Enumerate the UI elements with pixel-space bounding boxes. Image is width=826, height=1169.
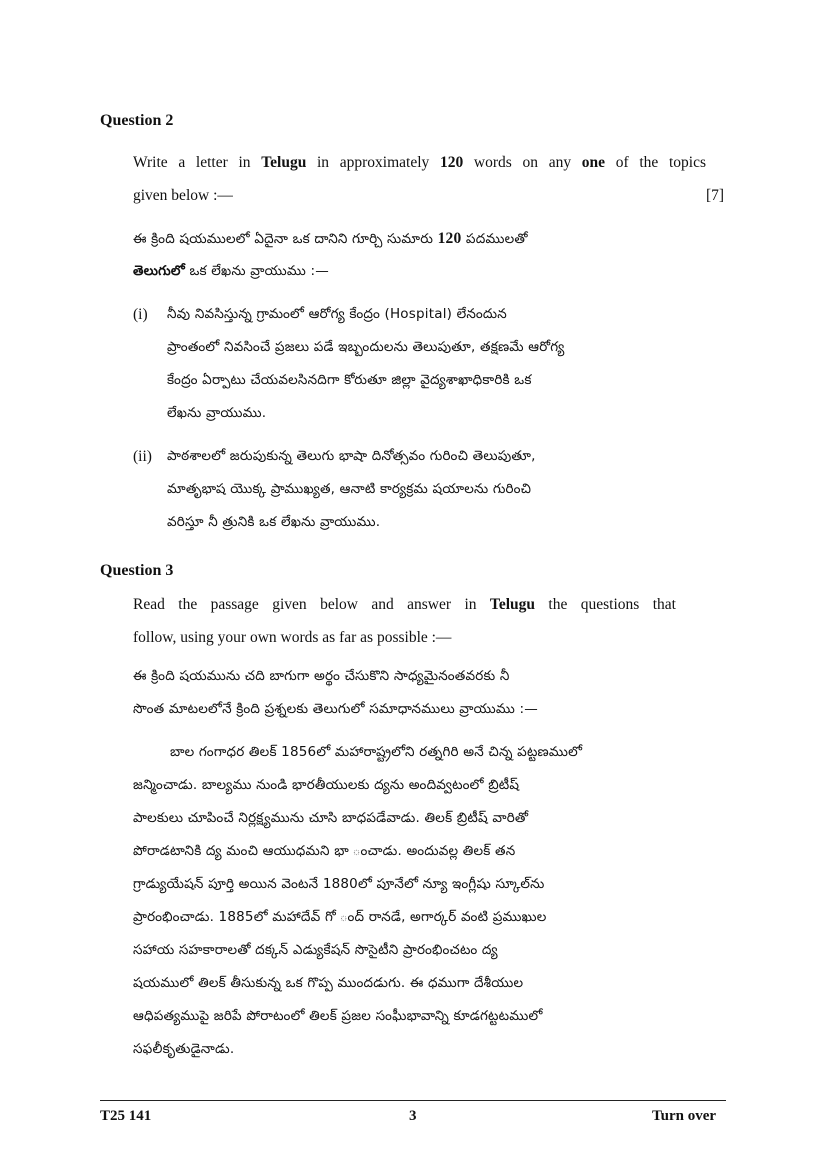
passage-line: బాల గంగాధర తిలక్ 1856లో మహారాష్ట్రలోని రత్నగిరి అనే చిన్న పట్టణములో	[170, 744, 583, 760]
page-number: 3	[409, 1108, 417, 1124]
passage-line: షయములో తిలక్ తీసుకున్న ఒక గొప్ప ముందడుగు. ఈ ధముగా దేశీయుల	[133, 975, 524, 991]
passage-line: సహాయ సహకారాలతో దక్కన్ ఎడ్యుకేషన్ సొసైటీని ప్రారంభించటం ద్య	[133, 942, 498, 958]
passage-line: గ్రాడ్యుయేషన్ పూర్తి అయిన వెంటనే 1880లో పూనేలో న్యూ ఇంగ్లీషు స్కూల్‌ను	[133, 876, 545, 892]
q3-instruction-en-line2: follow, using your own words as far as possible :—	[133, 629, 452, 646]
passage-line: ఆధిపత్యముపై జరిపే పోరాటంలో తిలక్ ప్రజల సంఘీభావాన్ని కూడగట్టటములో	[133, 1008, 543, 1024]
q2-option-2-line: పాఠశాలలో జరుపుకున్న తెలుగు భాషా దినోత్సవం గురించి తెలుపుతూ,	[167, 448, 536, 464]
turn-over-label: Turn over	[652, 1108, 717, 1124]
q2-instruction-en-line2: given below :—	[133, 187, 233, 204]
q3-instruction-en-line1: Read the passage given below and answer in Telugu the questions that	[133, 596, 676, 613]
q2-option-1-number: (i)	[133, 306, 148, 323]
q2-option-1-line: ప్రాంతంలో నివసించే ప్రజలు పడే ఇబ్బందులను తెలుపుతూ, తక్షణమే ఆరోగ్య	[167, 339, 565, 355]
q3-instruction-te-line1: ఈ క్రింది షయమును చది బాగుగా అర్థం చేసుకొని సాధ్యమైనంతవరకు నీ	[133, 668, 510, 684]
q2-option-1-line: నీవు నివసిస్తున్న గ్రామంలో ఆరోగ్య కేంద్రం (Hospital) లేనందున	[167, 306, 507, 322]
passage-line: సఫలీకృతుడైనాడు.	[133, 1041, 235, 1057]
passage-line: ప్రారంభించాడు. 1885లో మహాదేవ్ గో ంద్ రానడే, అగార్కర్ వంటి ప్రముఖుల	[133, 909, 547, 925]
passage-line: పోరాడటానికి ద్య మంచి ఆయుధమని భా ంచాడు. అందువల్ల తిలక్ తన	[133, 843, 516, 859]
q2-option-2-number: (ii)	[133, 448, 152, 465]
passage-line: పాలకులు చూపించే నిర్లక్ష్యమును చూసి బాధపడేవాడు. తిలక్ బ్రిటీష్ వారితో	[133, 810, 529, 826]
question-3-heading: Question 3	[100, 562, 174, 579]
q2-option-2-line: వరిస్తూ నీ త్రునికి ఒక లేఖను వ్రాయుము.	[167, 514, 381, 530]
q2-option-2-line: మాతృభాష యొక్క ప్రాముఖ్యత, ఆనాటి కార్యక్రమ షయాలను గురించి	[167, 481, 532, 497]
q2-option-1-line: కేంద్రం ఏర్పాటు చేయవలసినదిగా కోరుతూ జిల్లా వైద్యశాఖాధికారికి ఒక	[167, 372, 532, 388]
footer-divider	[100, 1100, 726, 1101]
passage-line: జన్మించాడు. బాల్యము నుండి భారతీయులకు ద్యను అందివ్వటంలో బ్రిటీష్	[133, 777, 520, 793]
q2-instruction-en-line1: Write a letter in Telugu in approximately 120 words on any one of the topics	[133, 154, 706, 171]
paper-code: T25 141	[100, 1108, 152, 1124]
question-2-heading: Question 2	[100, 112, 174, 129]
q2-instruction-te-line2: తెలుగులో ఒక లేఖను వ్రాయుము :—	[133, 263, 329, 279]
q2-instruction-te-line1: ఈ క్రింది షయములలో ఏదైనా ఒక దానిని గూర్చి సుమారు 120 పదములతో	[133, 230, 528, 247]
q3-instruction-te-line2: సొంత మాటలలోనే క్రింది ప్రశ్నలకు తెలుగులో సమాధానములు వ్రాయుము :—	[133, 701, 538, 717]
q2-option-1-line: లేఖను వ్రాయుము.	[167, 405, 267, 421]
q2-marks: [7]	[706, 187, 725, 204]
